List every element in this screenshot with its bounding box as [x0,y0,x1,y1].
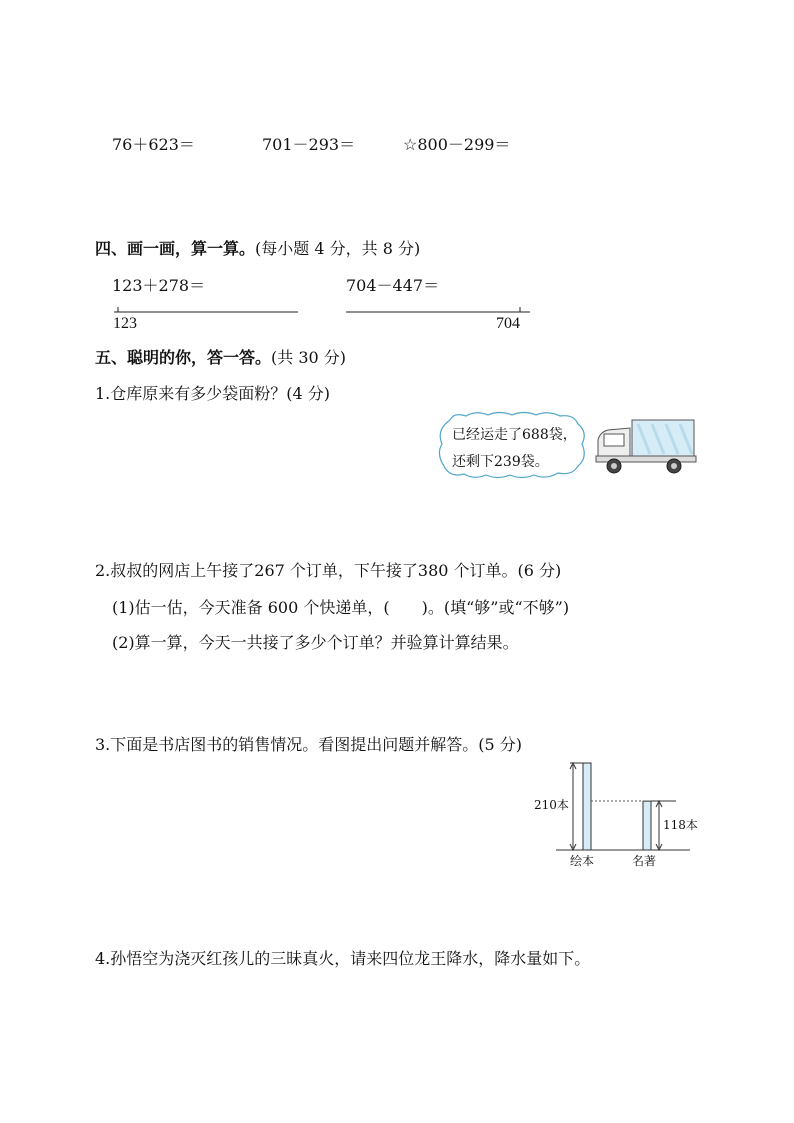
draw-equation-1: 123＋278＝ [112,276,206,295]
equation-3: ☆800－299＝ [403,135,511,154]
bar1-category-label: 绘本 [570,854,595,868]
number-lines [100,300,550,335]
question-2-sub-2: (2)算一算，今天一共接了多少个订单？并验算计算结果。 [112,633,519,652]
bar2-value-label: 118本 [663,818,698,832]
section4-heading: 四、画一画，算一算。 [95,239,256,258]
bubble-line-1: 已经运走了688袋， [452,427,577,443]
bar1-value-label: 210本 [534,798,569,812]
truck-icon [596,420,696,473]
question-1: 1.仓库原来有多少袋面粉？(4 分) [95,384,331,403]
number-line-2-end-label: 704 [496,315,520,332]
bar2-category-label: 名著 [632,854,657,868]
section5-note: (共 30 分) [271,348,347,367]
bar-picture-books [583,763,591,850]
equation-1: 76＋623＝ [112,135,195,154]
question-2: 2.叔叔的网店上午接了267 个订单，下午接了380 个订单。(6 分) [95,561,562,580]
section4-note: (每小题 4 分，共 8 分) [255,239,421,258]
question-3: 3.下面是书店图书的销售情况。看图提出问题并解答。(5 分) [95,735,523,754]
draw-equation-2: 704－447＝ [346,276,440,295]
bar-classics [643,801,651,850]
question-2-sub-1: (1)估一估，今天准备 600 个快递单，( )。(填“够”或“不够”) [112,598,570,617]
bubble-line-2: 还剩下239袋。 [452,454,549,470]
section4-title [95,236,420,259]
equation-2: 701－293＝ [262,135,356,154]
section5-heading: 五、聪明的你，答一答。 [95,348,272,367]
section5-title [95,345,346,368]
book-sales-chart [530,758,730,870]
bar2-dimension-arrow [656,801,662,850]
number-line-1-start-label: 123 [113,315,137,332]
bar1-dimension-arrow [570,763,576,850]
q1-illustration [436,410,706,482]
question-4: 4.孙悟空为浇灭红孩儿的三昧真火，请来四位龙王降水，降水量如下。 [95,949,591,968]
